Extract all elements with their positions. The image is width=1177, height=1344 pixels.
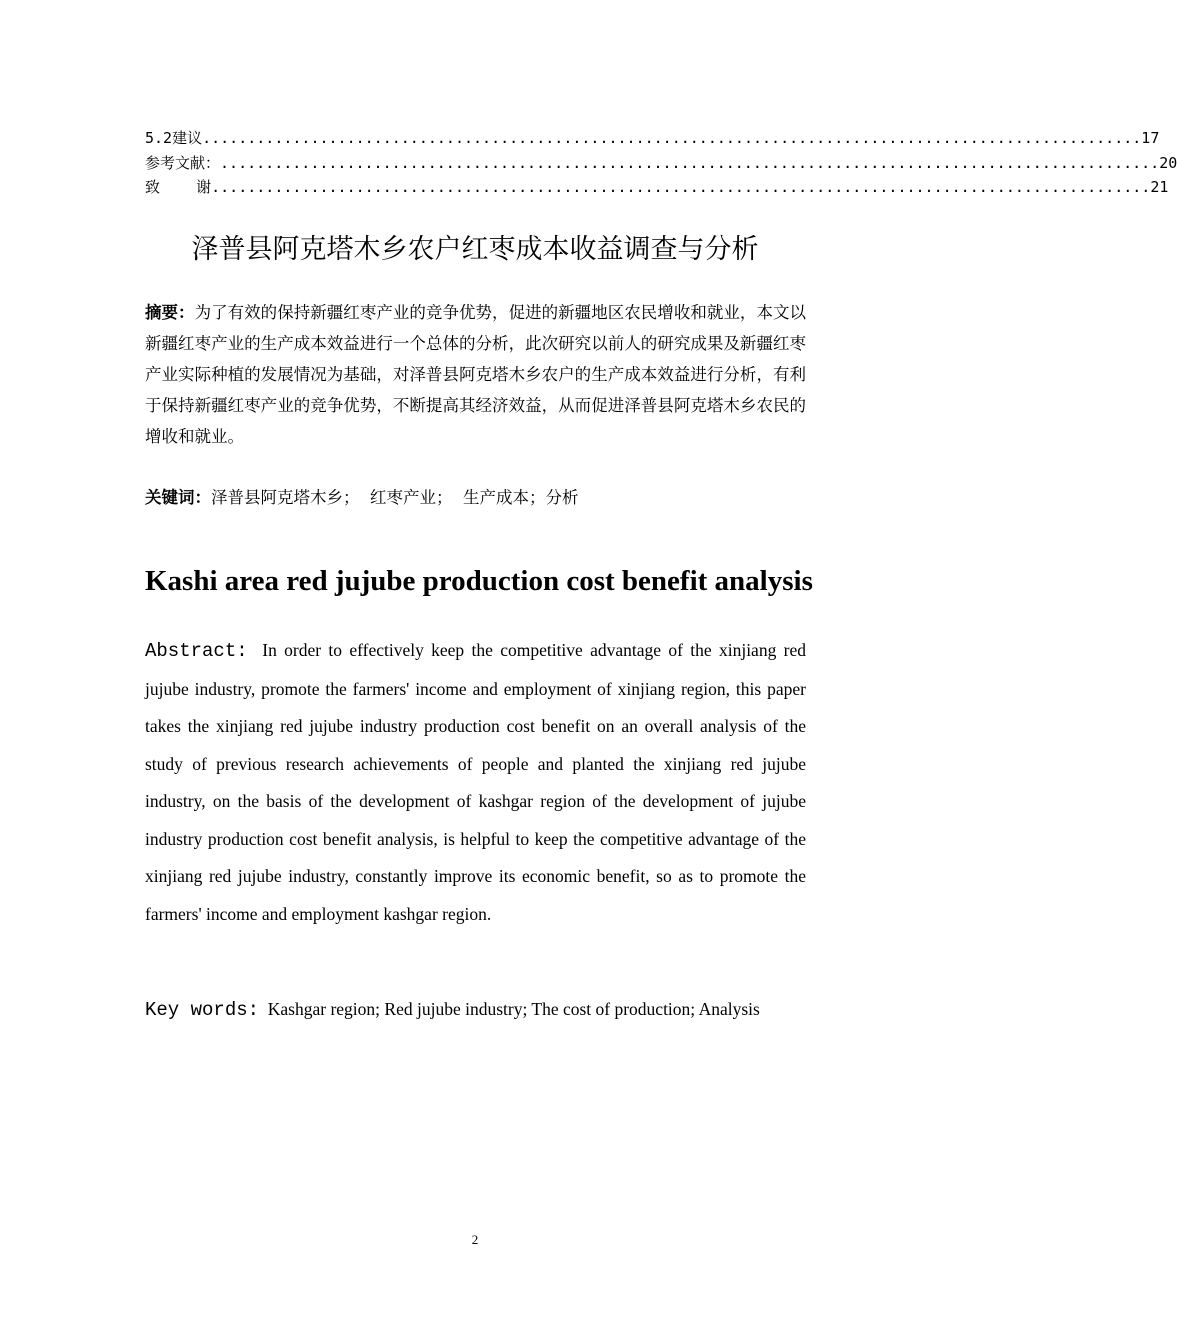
toc-entry-page: 21 xyxy=(1150,178,1169,196)
chinese-abstract xyxy=(145,297,806,452)
toc-entry-acknowledgements[interactable] xyxy=(145,175,1169,200)
toc-leader-dots: ........................................................................................................ xyxy=(202,129,1142,147)
chinese-keywords-text: 泽普县阿克塔木乡； 红枣产业； 生产成本；分析 xyxy=(211,488,579,507)
toc-entry-label: 致 谢 xyxy=(145,178,212,196)
toc-entry-references[interactable] xyxy=(145,151,1177,176)
chinese-keywords-label: 关键词： xyxy=(145,488,211,507)
english-abstract-text: In order to effectively keep the competitive advantage of the xinjiang red jujube industry, promote the farmers' income and employment of xinjiang region, this paper takes the xinjiang red jujube industry production cost benefit on an overall analysis of the study of previous research achievements of people and planted the xinjiang red jujube industry, on the basis of the development of kashgar region of the development of jujube industry production cost benefit analysis, is helpful to keep the competitive advantage of the xinjiang red jujube industry, constantly improve its economic benefit, so as to promote the farmers' income and employment kashgar region. xyxy=(145,640,806,924)
toc-entry-page: 20 xyxy=(1159,153,1177,172)
toc-entry-label: 5.2建议 xyxy=(145,129,203,147)
english-keywords-label: Key words: xyxy=(145,999,260,1021)
chinese-abstract-text: 为了有效的保持新疆红枣产业的竞争优势，促进的新疆地区农民增收和就业，本文以新疆红枣产业的生产成本效益进行一个总体的分析，此次研究以前人的研究成果及新疆红枣产业实际种植的发展情况为基础，对泽普县阿克塔木乡农户的生产成本效益进行分析，有利于保持新疆红枣产业的竞争优势，不断提高其经济效益，从而促进泽普县阿克塔木乡农民的增收和就业。 xyxy=(145,303,807,446)
toc-entry-page: 17 xyxy=(1141,129,1160,147)
toc-leader-dots: ........................................................................................................ xyxy=(211,178,1151,196)
english-keywords xyxy=(145,993,845,1026)
toc-leader-dots: ........................................................................................................ xyxy=(220,153,1160,172)
chinese-abstract-label: 摘要： xyxy=(145,303,195,322)
english-title: Kashi area red jujube production cost benefit analysis xyxy=(145,565,813,597)
english-abstract xyxy=(145,632,806,933)
chinese-keywords xyxy=(145,483,806,513)
english-keywords-text: Kashgar region; Red jujube industry; The cost of production; Analysis xyxy=(267,999,760,1019)
page-number: 2 xyxy=(471,1232,479,1247)
english-abstract-label: Abstract: xyxy=(145,640,248,662)
toc-entry-suggestions[interactable] xyxy=(145,126,1160,151)
chinese-title: 泽普县阿克塔木乡农户红枣成本收益调查与分析 xyxy=(191,234,759,265)
table-of-contents xyxy=(145,126,1177,200)
toc-entry-label: 参考文献： xyxy=(145,153,221,172)
